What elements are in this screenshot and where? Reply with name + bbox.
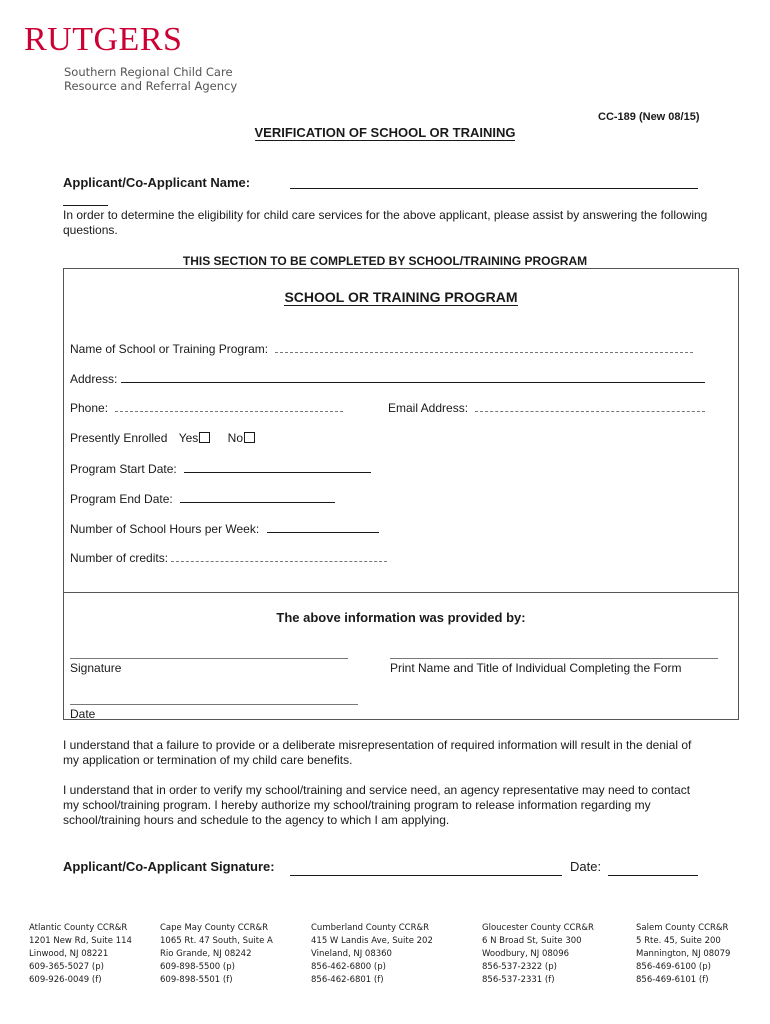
print-name-label: Print Name and Title of Individual Completing the Form: [390, 661, 682, 675]
email-field[interactable]: [475, 400, 705, 412]
form-code: CC-189 (New 08/15): [598, 111, 700, 123]
agency-name-line2: Resource and Referral Agency: [64, 79, 238, 93]
provided-by-heading: The above information was provided by:: [276, 610, 526, 625]
office-address: 1201 New Rd, Suite 114: [29, 936, 132, 946]
school-name-field[interactable]: [275, 341, 693, 353]
office-name: Salem County CCR&R: [636, 923, 729, 933]
office-phone: 856-469-6100 (p): [636, 962, 711, 972]
statement-paragraph-2: I understand that in order to verify my school/training and service need, an agency representative may need to contact my school/training program. I hereby authorize my school/training program to release information regarding my school/training hours and schedule to the agency to which I am applying.: [63, 783, 691, 827]
office-phone: 609-365-5027 (p): [29, 962, 104, 972]
document-title: [0, 125, 770, 140]
office-fax: 856-469-6101 (f): [636, 975, 709, 985]
office-atlantic: [29, 922, 132, 987]
credits-row: [70, 550, 387, 565]
office-address: 1065 Rt. 47 South, Suite A: [160, 936, 273, 946]
office-fax: 609-926-0049 (f): [29, 975, 102, 985]
start-date-label: Program Start Date:: [70, 462, 177, 476]
address-label: Address:: [70, 372, 118, 386]
statement-paragraph-1: I understand that a failure to provide or a deliberate misrepresentation of required information will result in the denial of my application or termination of my child care benefits.: [63, 738, 692, 767]
box-title-text: SCHOOL OR TRAINING PROGRAM: [284, 289, 518, 305]
office-name: Cape May County CCR&R: [160, 923, 269, 933]
address-field[interactable]: [121, 371, 705, 383]
start-date-field[interactable]: [184, 461, 371, 473]
end-date-field[interactable]: [180, 491, 335, 503]
office-phone: 856-537-2322 (p): [482, 962, 557, 972]
office-phone: 609-898-5500 (p): [160, 962, 235, 972]
office-city: Mannington, NJ 08079: [636, 949, 731, 959]
office-cape-may: [160, 922, 273, 987]
hours-field[interactable]: [267, 521, 379, 533]
office-fax: 856-537-2331 (f): [482, 975, 555, 985]
no-checkbox[interactable]: [244, 432, 255, 443]
agency-name-line1: Southern Regional Child Care: [64, 65, 233, 79]
document-title-text: VERIFICATION OF SCHOOL OR TRAINING: [254, 125, 516, 140]
box-title: [63, 289, 739, 305]
applicant-name-field[interactable]: [290, 188, 698, 189]
office-fax: 856-462-6801 (f): [311, 975, 384, 985]
office-address: 5 Rte. 45, Suite 200: [636, 936, 721, 946]
section-heading: THIS SECTION TO BE COMPLETED BY SCHOOL/TRAINING PROGRAM: [182, 254, 588, 268]
office-address: 6 N Broad St, Suite 300: [482, 936, 582, 946]
applicant-date-field[interactable]: [608, 875, 698, 876]
office-gloucester: [482, 922, 594, 987]
phone-field[interactable]: [115, 400, 343, 412]
hours-row: [70, 521, 379, 536]
intro-paragraph: In order to determine the eligibility for child care services for the above applicant, please assist by answering the following questions.: [63, 208, 708, 237]
school-name-label: Name of School or Training Program:: [70, 342, 269, 356]
office-salem: [636, 922, 730, 987]
date-label: Date: [70, 707, 96, 721]
school-name-row: [70, 341, 693, 356]
office-fax: 609-898-5501 (f): [160, 975, 233, 985]
no-label: No: [227, 431, 243, 445]
applicant-signature-label: Applicant/Co-Applicant Signature:: [63, 859, 275, 874]
rutgers-logo: RUTGERS: [24, 21, 183, 58]
enrollment-label: Presently Enrolled: [70, 431, 168, 445]
office-city: Woodbury, NJ 08096: [482, 949, 570, 959]
enrollment-row: [70, 431, 255, 445]
end-date-row: [70, 491, 335, 506]
email-row: [388, 400, 705, 415]
office-city: Rio Grande, NJ 08242: [160, 949, 252, 959]
signature-field[interactable]: [70, 658, 348, 659]
hours-label: Number of School Hours per Week:: [70, 522, 260, 536]
end-date-label: Program End Date:: [70, 492, 173, 506]
yes-checkbox[interactable]: [199, 432, 210, 443]
applicant-name-field-continuation: [63, 205, 108, 206]
applicant-signature-field[interactable]: [290, 875, 562, 876]
email-label: Email Address:: [388, 401, 469, 415]
credits-label: Number of credits:: [70, 551, 169, 565]
phone-label: Phone:: [70, 401, 109, 415]
date-field[interactable]: [70, 704, 358, 705]
office-city: Linwood, NJ 08221: [29, 949, 109, 959]
office-city: Vineland, NJ 08360: [311, 949, 392, 959]
yes-label: Yes: [178, 431, 199, 445]
print-name-field[interactable]: [390, 658, 718, 659]
phone-row: [70, 400, 343, 415]
credits-field[interactable]: [171, 550, 387, 562]
office-cumberland: [311, 922, 433, 987]
office-phone: 856-462-6800 (p): [311, 962, 386, 972]
office-address: 415 W Landis Ave, Suite 202: [311, 936, 433, 946]
applicant-date-label: Date:: [570, 859, 602, 874]
signature-label: Signature: [70, 661, 122, 675]
office-name: Atlantic County CCR&R: [29, 923, 128, 933]
agency-name: [64, 65, 237, 93]
address-row: [70, 371, 705, 386]
applicant-name-label: Applicant/Co-Applicant Name:: [63, 175, 251, 190]
office-name: Cumberland County CCR&R: [311, 923, 430, 933]
office-name: Gloucester County CCR&R: [482, 923, 594, 933]
start-date-row: [70, 461, 371, 476]
box-divider: [63, 592, 739, 593]
